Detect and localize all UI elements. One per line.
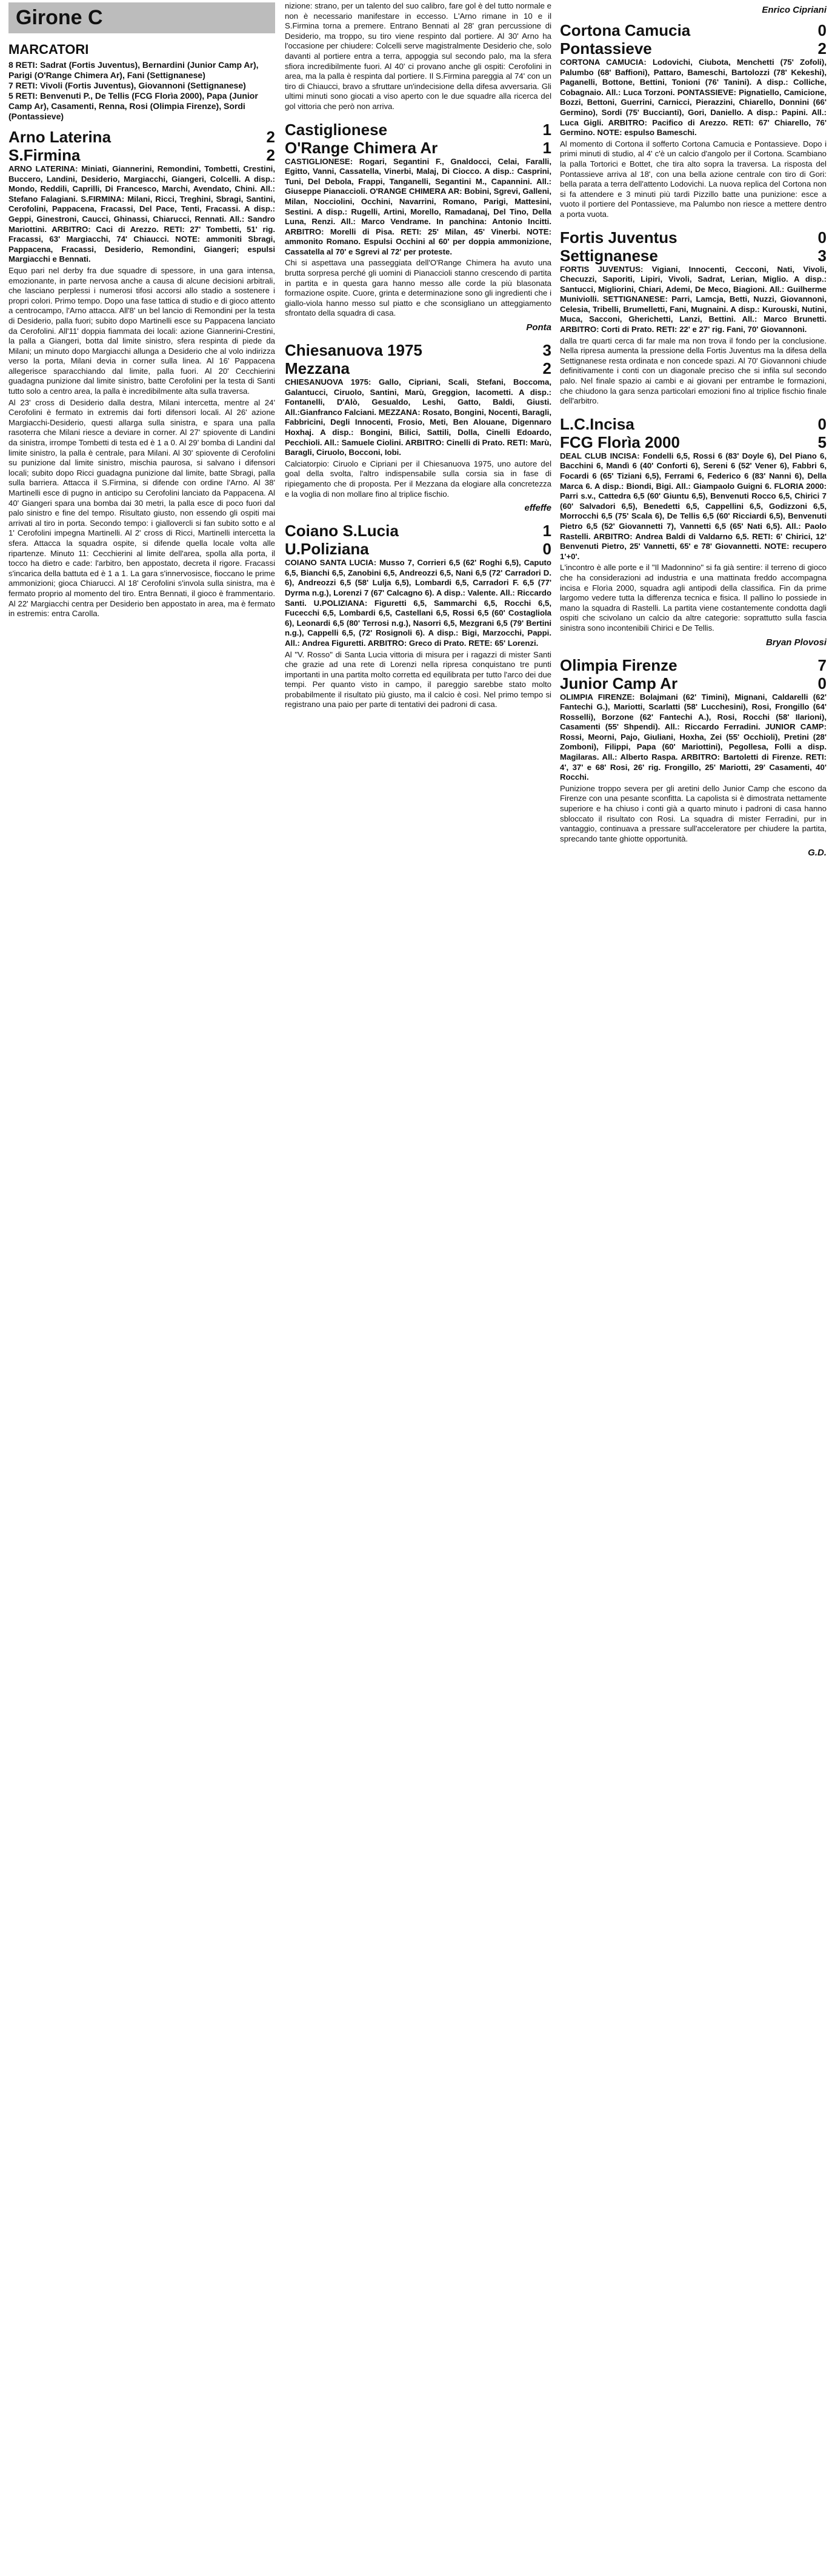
away-score: 5 — [817, 433, 827, 451]
match-narrative: Chi si aspettava una passeggiata dell'O'Range Chimera ha avuto una brutta sorpresa perché gli uomini di Pianaccioli stanno crescendo di partita in partita e in questa gara hanno messo alle corde la più blasonata formazione ospite. Cuore, grinta e determinazione sono gli ingredienti che i giallo-viola hanno messo sul piatto e che sconsigliano un atteggiamento sfrontato della squadra di casa. — [285, 258, 551, 318]
author-byline: G.D. — [808, 848, 827, 858]
match-details: CORTONA CAMUCIA: Lodovichi, Ciubota, Menchetti (75' Zofoli), Palumbo (68' Baffioni), Pattaro, Bameschi, Bartolozzi (78' Kekeshi), Paganelli, Bottone, Bettini, Tonioni (76' Tanini). A disp.: Colliche, Cobagnaio. All.: Luca Torzoni. PONTASSIEVE: Pignatiello, Camicione, Bozzi, Bettoni, Guerrini, Carnicci, Pierazzini, Chiarello, Donnini (66' Germino), Sordi (75' Buccianti), Gori, Daniello. A disp.: Papini. All.: Luca Gigli. ARBITRO: Pacifico di Arezzo. RETI: 67' Chiarello, 76' Germino. NOTE: espulso Bameschi. — [560, 58, 827, 138]
match-report — [560, 5, 827, 220]
match-report — [285, 341, 551, 513]
home-team: Fortis Juventus — [560, 228, 677, 247]
match-narrative: Al momento di Cortona il sofferto Cortona Camucia e Pontassieve. Dopo i primi minuti di studio, al 4' c'è un calcio d'angolo per il Cortona. Scambiano la palla Tortorici e Bottet, che tira alto sopra la traversa. La risposta del Pontassieve arriva al 18', con una bella azione centrale con tiro di Gori: bella parata a terra dell'attento Lodovichi. La nuova replica del Cortona non si fa attendere e 3 minuti più tardi Pizzillo batte una punizione: esce a vuoto il portiere del Pontassieve, ma Palumbo non riesce a mettere dentro a porta vuota. — [560, 139, 827, 219]
author-byline: Enrico Cipriani — [762, 5, 827, 15]
home-team-row — [285, 522, 551, 540]
match-details: OLIMPIA FIRENZE: Bolajmani (62' Timini), Mignani, Caldarelli (62' Fantechi G.), Mariotti, Scarlatti (58' Lucchesini), Rosi, Frongillo (64' Rosselli), Borzone (62' Fantechi A.), Rosi, Rocchi (58' Ilarioni), Casamenti (55' Shpendi). All.: Riccardo Ferradini. JUNIOR CAMP: Rossi, Meorni, Pajo, Giuliani, Hoxha, Zei (55' Occhioli), Pretini (28' Zomboni), Filippi, Papa (60' Mariottini), Pegollesa, Folli a disp. Magilaras. All.: Alberto Raspa. ARBITRO: Bartoletti di Firenze. RETI: 4', 37' e 68' Rosi, 26' rig. Frongillo, 25' Mariotti, 29' Casamenti, 40' Rocchi. — [560, 692, 827, 782]
away-team-row — [285, 139, 551, 157]
away-score: 1 — [542, 138, 551, 157]
column-1 — [8, 0, 275, 2576]
away-team: Mezzana — [285, 359, 350, 378]
match-details: FORTIS JUVENTUS: Vigiani, Innocenti, Cecconi, Nati, Vivoli, Checuzzi, Saporiti, Lipiri, Vivoli, Sadrat, Lerian, Miglio. A disp.: Santucci, Migliorini, Chiari, Ademi, De Meco, Biagioni. All.: Guilherme Muniviolli. SETTIGNANESE: Parri, Lamcja, Betti, Nuzzi, Giovannoni, Celesia, Tribelli, Brumelletti, Fani, Mugnaini. A disp.: Kurouski, Nutini, Muca, Sacconi, Gherichetti, Lanzi, Bettini. All.: Marco Brunetti. ARBITRO: Corti di Prato. RETI: 22' e 27' rig. Fani, 70' Giovannoni. — [560, 264, 827, 334]
match-details: CASTIGLIONESE: Rogari, Segantini F., Gnaldocci, Celai, Faralli, Egitto, Vanni, Cassatella, Vinerbi, Malaj, Di Ciocco. A disp.: Casprini, Tuni, Del Debola, Frappi, Tanganelli, Segantini M., Capannini. All.: Giuseppe Pianaccioli. O'RANGE CHIMERA AR: Bobini, Sgrevi, Galleni, Milan, Nocciolini, Occhini, Navarrini, Romano, Parigi, Mattesini, Sestini. A disp.: Rugelli, Artini, Morello, Ramadanaj, Del Tino, Della Luna, Renzi. All.: Marco Vendrame. In panchina: Antonio Incitti. ARBITRO: Morelli di Pisa. RETI: 25' Milan, 45' Vinerbi. NOTE: ammonito Romano. Espulsi Occhini al 60' per doppia ammonizione, Cassatella al 70' e Sgrevi al 72' per proteste. — [285, 156, 551, 256]
away-team-row — [560, 674, 827, 692]
home-team: Chiesanuova 1975 — [285, 341, 422, 360]
home-score: 1 — [542, 522, 551, 540]
home-score: 0 — [817, 414, 827, 433]
home-score: 0 — [817, 228, 827, 247]
away-score: 0 — [542, 540, 551, 559]
match-narrative: Punizione troppo severa per gli aretini dello Junior Camp che escono da Firenze con una pesante sconfitta. La capolista si è dimostrata nettamente superiore e ha chiuso i conti già a quarto minuto i padroni di casa hanno sbloccato il risultato con Rosi. La squadra di mister Ferradini, pur in vantaggio, continuava a pressare sull'acceleratore per chiudere la partita, sprecando tante ghiotte opportunità. — [560, 783, 827, 843]
match-report — [560, 656, 827, 858]
match-details: CHIESANUOVA 1975: Gallo, Cipriani, Scali, Stefani, Boccoma, Galantucci, Ciruolo, Santini, Marù, Greggion, Iacometti. A disp.: Fontanelli, D'Alò, Gesualdo, Leshi, Gatto, Baldi, Giusti. All.:Gianfranco Falciani. MEZZANA: Rosato, Bongini, Nocenti, Baragli, Fabbricini, Degli Innocenti, Frosio, Meti, Ben Alouane, Digennaro Hoxhaj. A disp.: Bongini, Bilici, Sattili, Dolla, Cinelli Edoardo, Pecchioli. All.: Samuele Ciolini. ARBITRO: Cinelli di Prato. RETI: Marù, Baragli, Ciruolo, Bocconi, Iobi. — [285, 377, 551, 457]
away-team: O'Range Chimera Ar — [285, 138, 438, 157]
match-narrative-continued: dalla tre quarti cerca di far male ma non trova il fondo per la conclusione. Nella ripresa aumenta la pressione della Fortis Juventus ma la difesa della Settignanese resta ordinata e non concede spazi. Al 70' Giovannoni chiude definitivamente i conti con un diagonale preciso che si infila sul secondo palo. Nel finale spazio ai cambi e ai giovani per entrambe le formazioni, che chiudono la gara senza particolari emozioni fino al triplice fischio finale dell'arbitro. — [560, 336, 827, 406]
away-score: 2 — [542, 359, 551, 378]
home-team: Castiglionese — [285, 120, 388, 139]
away-team-row — [560, 433, 827, 451]
match-narrative: Al "V. Rosso" di Santa Lucia vittoria di misura per i ragazzi di mister Santi che grazie ad una rete di Lorenzi nella ripresa conquistano tre punti importanti in una partita molto corretta ed equilibrata per tutto l'arco dei due tempi. Per quanto visto in campo, il pareggio sarebbe stato molto probabilmente il risultato più giusto, ma il calcio è così. Nel primo tempo si registrano una paio per parte di tentativi dei padroni di casa. — [285, 649, 551, 709]
home-team: Cortona Camucia — [560, 21, 691, 39]
marcatori-line: 7 RETI: Vivoli (Fortis Juventus), Giovannoni (Settignanese) — [8, 81, 246, 90]
home-score: 1 — [542, 120, 551, 139]
home-score: 7 — [817, 656, 827, 674]
author-byline: Ponta — [526, 322, 551, 333]
away-team: Junior Camp Ar — [560, 674, 678, 692]
match-narrative-continued: Al 23' cross di Desiderio dalla destra, Milani intercetta, mentre al 24' Cerofolini è fermato in extremis dai forti difensori locali. Al 26' azione Margiacchi-Desiderio, questi allarga sulla sinistra, e spara una palla rasoterra che Milani riesce a deviare in corner. Al 27' spioventе di Landini da sinistra, irrompe Tombetti di testa ed è 1 a 0. Al 29' bomba di Landini dal limite sinistro, la palla è centrale, para Milani. Al 30' spiovente di Cerofolini su punizione dal limite sinistro, mischia paurosa, si salvano i difensori locali; subito dopo Ricci guadagna punizione dal limite, batte Sbragi, palla sulla barriera. Attacca il S.Firmina, si difende con ordine l'Arno. Al 38' Martinelli esce di pugno in anticipo su Cerofolini lanciato da Pappacena. Al 40' Giangeri spara una bomba dai 30 metri, la palla esce di poco fuori dal palo sinistro e fine del tempo. Risultato giusto, non essendo gli ospiti mai arrivati al tiro in porta. Secondo tempo: i giallovercli si fan subito sotto e al 1' Cerofolini impegna Martinelli. Al 2' cross di Ricci, Martinelli intercetta la sfera. Attacca la squadra ospite, si difende quella locale volta alle ripartenze. Minuto 11: Cecchierini al limite dell'area, spolla alla porta, il tocco ha dietro e cade: l'arbitro, ben appostato, decreta il rigore. Fracassi s'incarica della battuta ed è 1 a 1. La gara s'innervosisce, fioccano le prime ammonizioni; gioca Chiarucci. Al 18' Cerofolini s'invola sulla sinistra, ma è fermato proprio al momento del tiro. Entra Bennati, il gioco è frammentario. Al 22' Margiacchi centra per Desiderio ben appostato in area, ma è fermato in estremis: entra Carolla. — [8, 397, 275, 619]
section-banner: Girone C — [8, 2, 275, 33]
column-2 — [285, 0, 551, 2576]
match-report — [285, 121, 551, 333]
column-3 — [560, 0, 827, 2576]
away-team: U.Poliziana — [285, 540, 369, 559]
marcatori-list — [8, 60, 275, 122]
home-team-row — [560, 21, 827, 39]
match-narrative-continued: nizione: strano, per un talento del suo calibro, fare gol è del tutto normale e non è necessario manifestare in eccesso. L'Arno rimane in 10 e il S.Firmina torna a premere. Entrano Bennati al 28' gran percussione di Desiderio, ma troppo, su tiro viene respinto dal portiere. Al 30' Arno ha l'occasione per chiudere: Colcelli serve magistralmente Desiderio che, solo davanti al portiere entra a terra, appoggia sul secondo palo, ma la sfera sfiora incredibilmente fuori. Al 40' ci provano anche gli ospiti: Cerofolini in area, ma la palla è respinta dal portiere. Il S.Firmina pareggia al 74' con un tiro di Chiaucci, bravo a sfruttare un'indecisione della difesa avversaria. Gli ultimi minuti sono giocati a viso aperto con le due squadre alla ricerca del gol vittoria che però non arriva. — [285, 1, 551, 111]
home-team-row — [560, 415, 827, 433]
author-byline: effeffe — [524, 503, 551, 514]
away-team-row — [285, 359, 551, 377]
home-team: Arno Laterina — [8, 128, 111, 146]
home-score: 0 — [817, 21, 827, 39]
away-team: Settignanese — [560, 246, 658, 265]
away-score: 2 — [266, 146, 275, 164]
home-team-row — [285, 121, 551, 139]
home-team: Coiano S.Lucia — [285, 522, 399, 540]
match-report — [285, 522, 551, 710]
away-team-row — [285, 540, 551, 558]
match-report — [8, 128, 275, 619]
match-narrative: L'incontro è alle porte e il "Il Madonnino" si fa già sentire: il terreno di gioco che ha considerazioni ad industria e una mattinata freddo accompagna incisa e Florìa 2000, squadra agli antipodi della classifica. Fin da prime largomo vedere tutta la differenza tecnica e fisica. Il pallino lo possiede in mano la squadra di Rastelli. La partita viene costantemente condotta dagli ospiti che scivolano un calcio da altre categorie: soprattutto sulla fascia sinistra sono incontenibili Chirici e De Tellis. — [560, 563, 827, 632]
away-team-row — [560, 247, 827, 265]
author-byline: Bryan Plovosi — [765, 637, 827, 648]
home-team-row — [285, 341, 551, 359]
marcatori-line: 8 RETI: Sadrat (Fortis Juventus), Bernardini (Junior Camp Ar), Parigi (O'Range Chimera Ar), Fani (Settignanese) — [8, 60, 259, 80]
away-team: Pontassieve — [560, 39, 652, 58]
away-team: FCG Florìa 2000 — [560, 433, 680, 451]
home-team-row — [560, 228, 827, 247]
match-details: ARNO LATERINA: Miniati, Giannerini, Remondini, Tombetti, Crestini, Buccero, Landini, Desiderio, Margiacchi, Giangeri, Colcelli. A disp.: Mondo, Reddili, Caprilli, Di Francesco, Marchi, Avendato, Chini. All.: Stefano Falagiani. S.FIRMINA: Milani, Ricci, Treghini, Sbragi, Santini, Cerofolini, Pappacena, Fracassi, Del Pace, Tenti, Fracassi. A disp.: Geppi, Ginestroni, Caucci, Ghinassi, Chiarucci, Rennati. All.: Sandro Mariottini. ARBITRO: Caci di Arezzo. RETI: 27' Tombetti, 51' rig. Fracassi, 63' Margiacchi, 74' Chiaucci. NOTE: ammoniti Sbragi, Pappacena, Fracassi, Desiderio, Remondini, Giangeri; espulsi Margiacchi e Bennati. — [8, 164, 275, 264]
match-narrative: Equo pari nel derby fra due squadre di spessore, in una gara intensa, emozionante, in parte nervosa anche a causa di alcune decisioni arbitrali, che lasciano perplessi i numerosi tifosi accorsi allo stadio a sostenere i propri colori. Primo tempo. Dopo una fase tattica di studio e di gioco attento a centrocampo, l'Arno attacca. All'8' un bel lancio di Remondini per la testa di Desiderio, palla fuori; subito dopo Martinelli esce su Pappacena lanciato da Cerofolini. All'11' doppia fiammata dei locali: azione Giannerini-Crestini, la palla a Giangeri, botta dal limite sinistro, sfera respinta di piede da Milani; un minuto dopo Margiacchi allunga a Desiderio che al volo indirizza verso la porta, Milani devia in corner sulla linea. Al 16' Pappacena allegerisce sparacchiando dal limite, palla fuori. Al 20' Cecchierini guadagna punizione dal limite sinistro, batte Cerofolini per la testa di Santi tutto solo a centro area, la palla è incredibilmente alta sulla traversa. — [8, 265, 275, 396]
away-team-row — [8, 146, 275, 164]
away-score: 2 — [817, 39, 827, 58]
match-report — [560, 228, 827, 407]
marcatori-title: MARCATORI — [8, 42, 89, 57]
match-report — [560, 415, 827, 648]
away-score: 3 — [817, 246, 827, 265]
home-team-row — [560, 656, 827, 674]
home-team: L.C.Incisa — [560, 414, 634, 433]
away-team: S.Firmina — [8, 146, 81, 164]
match-details: COIANO SANTA LUCIA: Musso 7, Corrieri 6,5 (62' Roghi 6,5), Caputo 6,5, Bianchi 6,5, Zanobini 6,5, Andreozzi 6,5, Nani 6,5 (72' Carradori D. 6), Andreozzi 6,5 (58' Lulja 6,5), Lombardi 6,5, Carradori F. 6,5 (77' Dyrma n.g.), Lorenzi 7 (67' Calcagno 6). A disp.: Valente. All.: Riccardo Santi. U.POLIZIANA: Figuretti 6,5, Sammarchi 6,5, Rocchi 6,5, Fucecchi 6,5, Lombardi 6,5, Castellani 6,5, Rossi 6,5 (60' Costagliola 6), Leonardi 6,5 (80' Terrosi n.g.), Nasorri 6,5, Mezgrani 6,5 (79' Bertini n.g.), Cappelli 6,5, (72' Rosignoli 6). A disp.: Bigi, Marzocchi, Pappi. All.: Andrea Figuretti. ARBITRO: Greco di Prato. RETE: 65' Lorenzi. — [285, 558, 551, 648]
away-score: 0 — [817, 674, 827, 692]
home-score: 2 — [266, 128, 275, 146]
home-team-row — [8, 128, 275, 146]
home-team: Olimpia Firenze — [560, 656, 677, 674]
home-score: 3 — [542, 341, 551, 360]
match-details: DEAL CLUB INCISA: Fondelli 6,5, Rossi 6 (83' Doyle 6), Del Piano 6, Bacchini 6, Mandì 6 (40' Conforti 6), Sereni 6 (52' Vener 6), Fabbri 6, Focardi 6 (65' Tiziani 6,5), Ferrami 6, Federico 6 (83' Nanni 6), Della Marca 6. A disp.: Biondi, Bigi. All.: Giampaolo Guigni 6. FLORIA 2000: Parri s.v., Cattedra 6,5 (60' Giuntu 6,5), Benvenuti Rocco 6,5, Chirici 7 (60' Salvadori 6,5), Benedetti 6,5, Cappellini 6,5, Godizzoni 6,5, Morrocchi 6,5 (75' Scala 6), De Tellis 6,5 (60' Ricciardi 6,5), Benvenuti Pietro 6,5 (52' Giovannetti 7), Vannetti 6,5 (65' Nati 6,5). All.: Paolo Rastelli. ARBITRO: Andrea Baldi di Valdarno 6,5. RETI: 6' Chirici, 12' Benvenuti Pietro, 25' Vannetti, 65' e 78' Giovannetti. NOTE: recupero 1'+0'. — [560, 451, 827, 561]
match-narrative: Calciatorpio: Ciruolo e Cipriani per il Chiesanuova 1975, uno autore del goal della svolta, l'altro indispensabile sulla corsia sia in fase di ripiegamento che di proposta. Per il Mezzana da elogiare alla concretezza e la voglia di non mollare fino al triplice fischio. — [285, 459, 551, 499]
away-team-row — [560, 39, 827, 58]
marcatori-line: 5 RETI: Benvenuti P., De Tellis (FCG Florìa 2000), Papa (Junior Camp Ar), Casamenti, Renna, Rosi (Olimpia Firenze), Sordi (Pontassieve) — [8, 91, 258, 121]
